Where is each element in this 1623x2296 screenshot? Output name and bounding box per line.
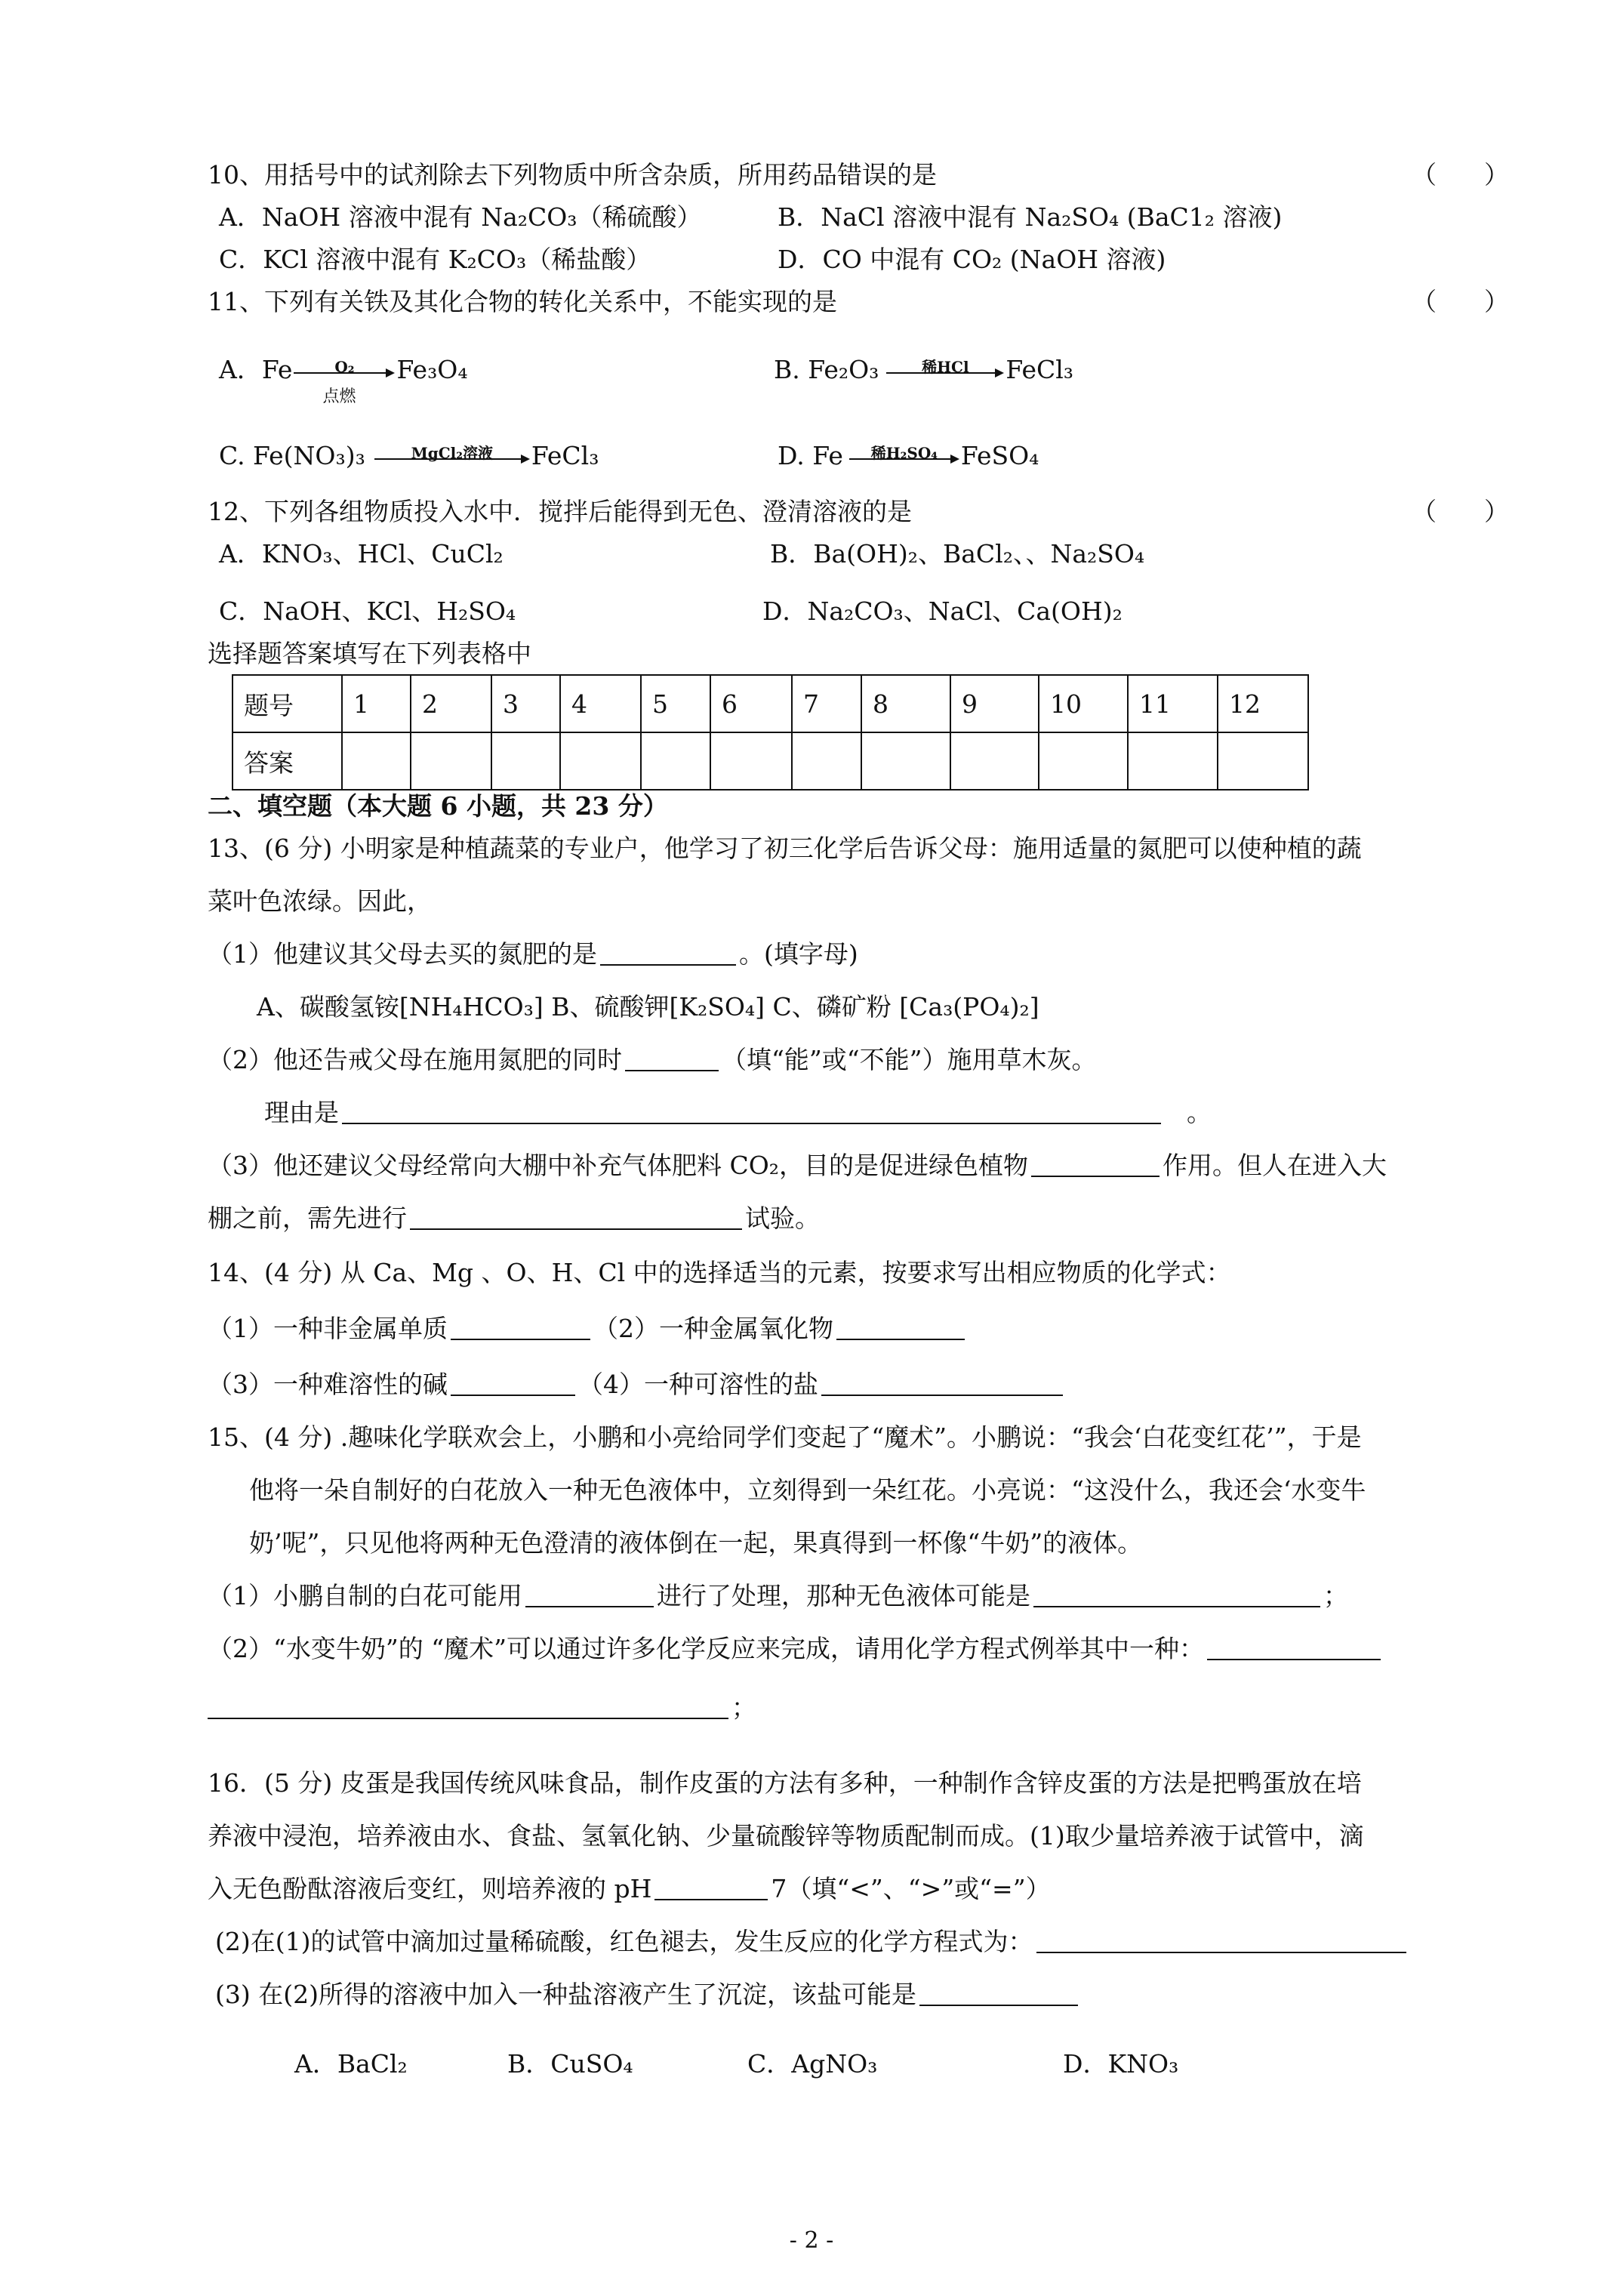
q15-line-2: 他将一朵自制好的白花放入一种无色液体中，立刻得到一朵红花。小亮说：“这没什么，我还会‘水变牛 [249,1475,1366,1505]
q11-d-arrow [848,441,961,474]
q16-option-c: C．AgNO₃ [747,2049,878,2079]
page-number: - 2 - [789,2227,834,2254]
q14-part-2-blank[interactable] [836,1313,965,1340]
q10-option-d: D．CO 中混有 CO₂ (NaOH 溶液) [778,245,1166,274]
q15-part-2-blank-2[interactable] [208,1692,728,1719]
answer-cell[interactable] [792,732,861,790]
q15-part-1-end: ； [1323,1581,1348,1610]
answer-cell[interactable] [710,732,792,790]
q14-row-2 [208,1368,1066,1401]
answer-table-number: 9 [950,675,1039,732]
q15-line-1: 15、(4 分) .趣味化学联欢会上，小鹏和小亮给同学们变起了“魔术”。小鹏说：“我会‘白花变红花’”，于是 [208,1422,1362,1452]
q11-b-arrow [885,355,1006,388]
q13-reason-blank[interactable] [342,1097,1161,1124]
q13-part-3-text: （3）他还建议父母经常向大棚中补充气体肥料 CO₂，目的是促进绿色植物 [208,1151,1029,1180]
q14-part-3-blank[interactable] [451,1369,575,1396]
q13-part-3-text-2: 棚之前，需先进行 [208,1203,407,1233]
q14-part-2: （2）一种金属氧化物 [593,1314,833,1343]
q16-option-d: D．KNO₃ [1063,2049,1179,2079]
answer-table-number: 8 [861,675,950,732]
q14-part-4-blank[interactable] [821,1369,1063,1396]
q13-part-3-blank-2[interactable] [410,1203,742,1230]
q12-answer-paren: （ ） [1412,497,1509,526]
q15-part-1-blank-2[interactable] [1033,1580,1320,1607]
answer-table-number-row [233,675,1308,732]
q13-part-3-end: 试验。 [745,1203,820,1233]
q13-part-3 [208,1149,1387,1182]
answer-table [232,674,1309,791]
q11-b-reactant: B. Fe₂O₃ [774,355,879,384]
q12-stem: 12、下列各组物质投入水中．搅拌后能得到无色、澄清溶液的是 [208,497,912,526]
q15-part-1-text-2: 进行了处理，那种无色液体可能是 [657,1581,1030,1610]
answer-table-number: 2 [411,675,491,732]
q14-stem: 14、(4 分) 从 Ca、Mg 、O、H、Cl 中的选择适当的元素，按要求写出相应物质的化学式： [208,1258,1231,1287]
q11-d-product: FeSO₄ [960,441,1039,470]
q16-ph-blank[interactable] [654,1873,768,1900]
answer-cell[interactable] [861,732,950,790]
q10-option-c: C．KCl 溶液中混有 K₂CO₃（稀盐酸） [219,245,651,274]
q16-part-2 [215,1925,1409,1959]
answer-table-caption: 选择题答案填写在下列表格中 [208,639,531,668]
q13-line-2: 菜叶色浓绿。因此， [208,886,432,916]
answer-cell[interactable] [1128,732,1218,790]
answer-table-number: 5 [641,675,710,732]
q13-part-2-reason [264,1096,1212,1130]
q13-part-1-text: （1）他建议其父母去买的氮肥的是 [208,939,597,969]
q13-part-3-cont [208,1202,820,1235]
q15-part-2-cont [208,1691,756,1724]
answer-cell[interactable] [560,732,641,790]
q11-a-condition-top: O₂ [334,358,355,376]
q13-part-2-blank[interactable] [625,1044,719,1071]
q11-a-arrow [292,355,396,406]
answer-cell[interactable] [641,732,710,790]
answer-cell[interactable] [411,732,491,790]
q11-b-condition: 稀HCl [922,358,969,376]
q14-part-4: （4）一种可溶性的盐 [578,1370,818,1399]
q10-answer-paren: （ ） [1412,160,1509,190]
q11-c-condition: MgCl₂溶液 [411,444,494,462]
q12-option-d: D．Na₂CO₃、NaCl、Ca(OH)₂ [762,596,1123,626]
q11-option-d [778,439,1039,474]
q11-option-b [774,353,1073,388]
q12-option-a: A．KNO₃、HCl、CuCl₂ [219,539,504,569]
q16-option-b: B．CuSO₄ [507,2049,633,2079]
q13-reason-label: 理由是 [264,1098,339,1127]
q16-part-3 [215,1978,1081,2011]
q13-line-1: 13、(6 分) 小明家是种植蔬菜的专业户，他学习了初三化学后告诉父母：施用适量的氮肥可以使种植的蔬 [208,834,1362,863]
q14-part-1: （1）一种非金属单质 [208,1314,448,1343]
answer-table-answer-row [233,732,1308,790]
answer-cell[interactable] [1039,732,1128,790]
answer-table-answer-label: 答案 [233,732,342,790]
q11-b-product: FeCl₃ [1006,355,1074,384]
q11-d-reactant: D. Fe [778,441,843,470]
q16-part-3-text: (3) 在(2)所得的溶液中加入一种盐溶液产生了沉淀，该盐可能是 [215,1980,916,2009]
q13-part-2-text: （2）他还告戒父母在施用氮肥的同时 [208,1045,622,1074]
q16-ph-suffix: 7（填“<”、“>”或“=”） [771,1874,1051,1903]
q16-ph-text: 入无色酚酞溶液后变红，则培养液的 pH [208,1874,652,1903]
q16-line-1: 16．(5 分) 皮蛋是我国传统风味食品，制作皮蛋的方法有多种，一种制作含锌皮蛋的方法是把鸭蛋放在培 [208,1768,1362,1798]
q10-option-b: B．NaCl 溶液中混有 Na₂SO₄ (BaC1₂ 溶液) [778,202,1283,232]
q12-option-c: C．NaOH、KCl、H₂SO₄ [219,596,516,626]
q15-part-1-text: （1）小鹏自制的白花可能用 [208,1581,522,1610]
q11-a-reactant: A．Fe [219,355,293,384]
q11-d-condition: 稀H₂SO₄ [870,444,938,462]
answer-table-number: 12 [1218,675,1308,732]
q10-stem: 10、用括号中的试剂除去下列物质中所含杂质，所用药品错误的是 [208,160,937,190]
answer-table-header-label: 题号 [233,675,342,732]
q11-c-product: FeCl₃ [531,441,599,470]
answer-cell[interactable] [950,732,1039,790]
q13-reason-end: 。 [1187,1098,1212,1127]
q11-stem: 11、下列有关铁及其化合物的转化关系中，不能实现的是 [208,287,837,316]
q11-option-a [219,353,468,406]
q14-part-3: （3）一种难溶性的碱 [208,1370,448,1399]
answer-table-number: 11 [1128,675,1218,732]
q15-part-2-text: （2）“水变牛奶”的 “魔术”可以通过许多化学反应来完成，请用化学方程式例举其中一种： [208,1634,1204,1663]
q13-part-1-options: A、碳酸氢铵[NH₄HCO₃] B、硫酸钾[K₂SO₄] C、磷矿粉 [Ca₃(PO₄)₂] [257,992,1039,1022]
q15-part-1-blank-1[interactable] [525,1580,654,1607]
q14-part-1-blank[interactable] [451,1313,590,1340]
answer-table-number: 10 [1039,675,1128,732]
q14-row-1 [208,1312,968,1345]
q16-line-3 [208,1872,1051,1906]
answer-cell[interactable] [1218,732,1308,790]
q15-part-1 [208,1579,1348,1613]
answer-table-number: 1 [342,675,411,732]
section-title: 二、填空题（本大题 6 小题，共 23 分） [208,791,668,821]
q10-option-a: A．NaOH 溶液中混有 Na₂CO₃（稀硫酸） [219,202,702,232]
q11-c-arrow [373,441,531,474]
q16-part-2-blank[interactable] [1036,1926,1406,1953]
q11-c-reactant: C. Fe(NO₃)₃ [219,441,365,470]
q16-option-a: A．BaCl₂ [294,2049,408,2079]
q11-a-product: Fe₃O₄ [396,355,468,384]
answer-cell[interactable] [491,732,560,790]
q15-part-2-blank-1[interactable] [1207,1633,1381,1660]
q16-part-2-text: (2)在(1)的试管中滴加过量稀硫酸，红色褪去，发生反应的化学方程式为： [215,1927,1033,1956]
q13-part-1-blank[interactable] [600,938,736,966]
q13-part-2 [208,1043,1096,1077]
q11-answer-paren: （ ） [1412,287,1509,316]
q15-line-3: 奶’呢”，只见他将两种无色澄清的液体倒在一起，果真得到一杯像“牛奶”的液体。 [249,1528,1143,1558]
answer-table-number: 7 [792,675,861,732]
q13-part-1-suffix: 。(填字母) [739,939,858,969]
answer-table-number: 4 [560,675,641,732]
q15-part-2-end: ； [731,1693,756,1722]
answer-table-number: 3 [491,675,560,732]
q13-part-3-suffix: 作用。但人在进入大 [1163,1151,1387,1180]
q13-part-1 [208,938,858,971]
q16-part-3-blank[interactable] [919,1979,1078,2006]
q11-option-c [219,439,599,474]
q13-part-3-blank-1[interactable] [1031,1150,1160,1177]
q16-line-2: 养液中浸泡，培养液由水、食盐、氢氧化钠、少量硫酸锌等物质配制而成。(1)取少量培养液于试管中，滴 [208,1821,1364,1851]
answer-table-number: 6 [710,675,792,732]
q15-part-2 [208,1632,1384,1666]
answer-cell[interactable] [342,732,411,790]
q11-a-condition-bottom: 点燃 [322,387,356,406]
q12-option-b: B．Ba(OH)₂、BaCl₂、、Na₂SO₄ [770,539,1145,569]
q13-part-2-suffix: （填“能”或“不能”）施用草木灰。 [722,1045,1097,1074]
